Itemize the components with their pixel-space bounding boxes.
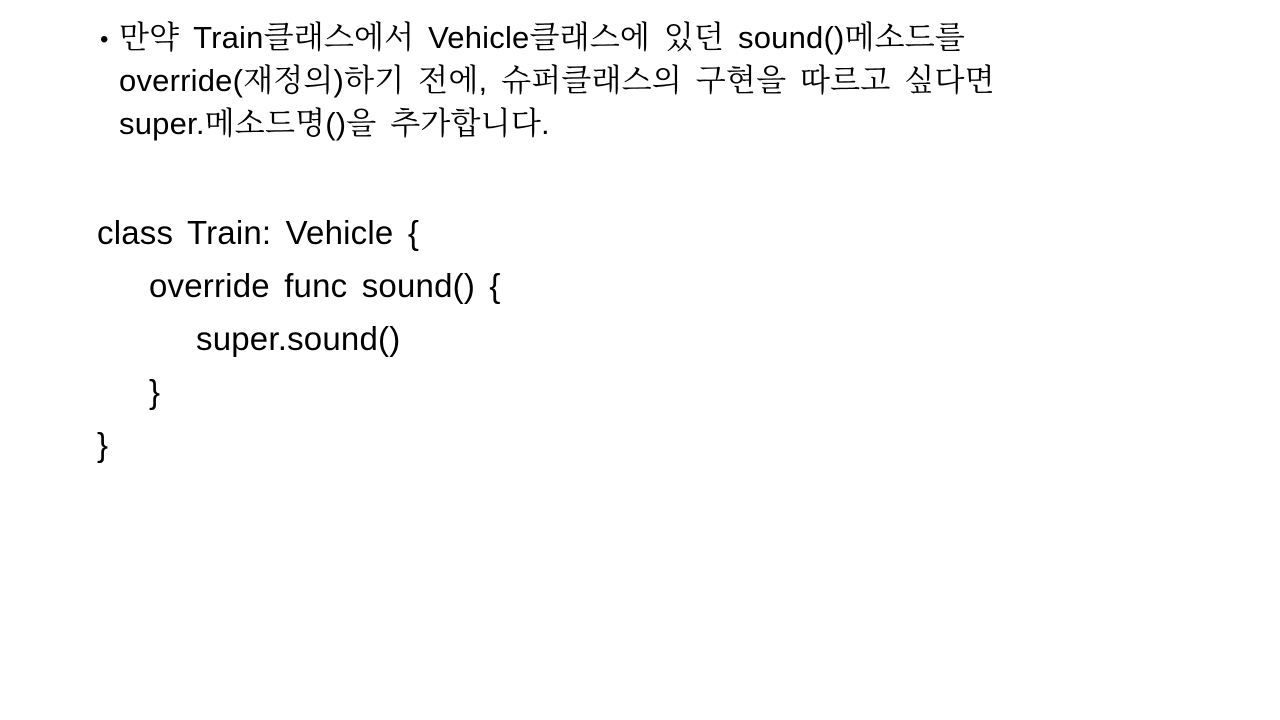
- code-line-class-declaration: class Train: Vehicle {: [97, 214, 420, 251]
- code-line-inner-closing-brace: }: [149, 373, 161, 410]
- bullet-line-3: super.메소드명()을 추가합니다.: [119, 106, 550, 141]
- code-block: [97, 206, 501, 471]
- bullet-item: [100, 16, 1120, 145]
- bullet-line-1: 만약 Train클래스에서 Vehicle클래스에 있던 sound()메소드를: [119, 20, 966, 55]
- code-line-super-call: super.sound(): [196, 320, 401, 357]
- bullet-paragraph: [100, 16, 1120, 145]
- code-line-outer-closing-brace: }: [97, 426, 109, 463]
- bullet-marker-icon: •: [100, 26, 109, 53]
- code-line-override-func: override func sound() {: [149, 267, 501, 304]
- bullet-line-2: override(재정의)하기 전에, 슈퍼클래스의 구현을 따르고 싶다면: [119, 63, 995, 98]
